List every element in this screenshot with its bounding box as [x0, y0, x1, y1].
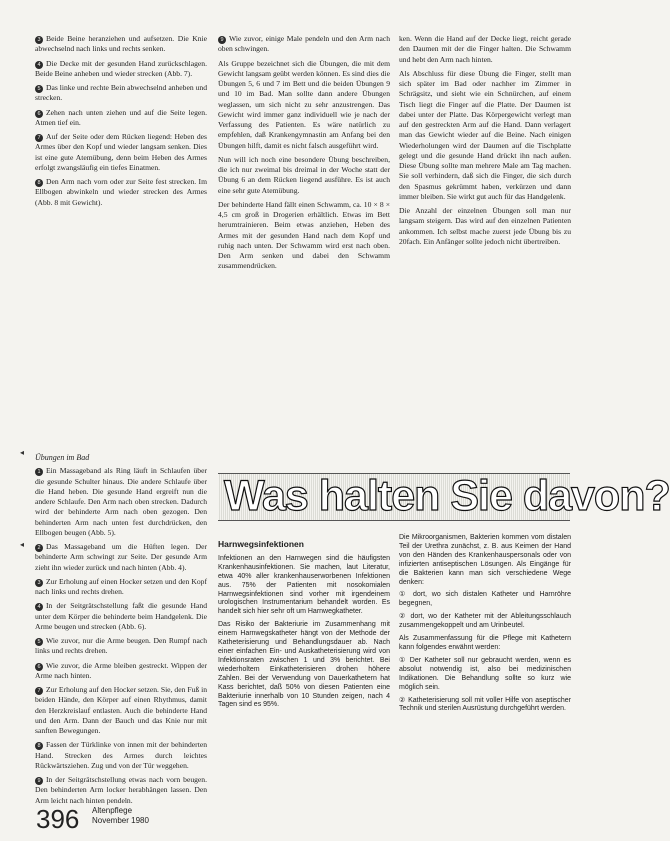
step-number-badge: 1	[35, 468, 43, 476]
paragraph-text: Der behinderte Hand fällt einen Schwamm, ca. 10 × 8 × 4,5 cm groß in Drogerien erhältlich. Etwas im Bett herumtrainieren. Beim etwas anziehen, Heben des Armes mit der gesunden Hand nach dem Kopf und ruhig nach unten. Der Schwamm wird erst nach oben. Den Arm senken und dabei den Schwamm zusammendrücken.	[218, 199, 390, 271]
step-number-badge: 4	[35, 61, 43, 69]
paragraph-text: Zehen nach unten ziehen und auf die Seite legen. Atmen tief ein.	[35, 107, 207, 127]
paragraph	[218, 200, 390, 272]
paragraph-text: Auf der Seite oder dem Rücken liegend: Heben des Armes über den Kopf und wieder langsam senken. Dies ist eine gute Atemübung, denn beim Heben des Armes erfolgt zwangsläufig ein tiefes Einatmen.	[35, 132, 207, 172]
paragraph	[35, 636, 207, 657]
paragraph-text: Den Arm nach vorn oder zur Seite fest strecken. Im Ellbogen abwinkeln und wieder strecken des Armes (Abb. 8 mit Gewicht).	[35, 177, 207, 207]
paragraph-text: Beide Beine heranziehen und aufsetzen. Die Knie abwechselnd nach links und rechts senken.	[35, 34, 207, 54]
banner-title: Was halten Sie davon?	[224, 472, 670, 520]
paragraph: ② Katheterisierung soll mit voller Hilfe von aseptischer Technik und sterilen Ausrüstung durchgeführt werden.	[399, 696, 571, 713]
paragraph	[35, 108, 207, 129]
step-number-badge: 8	[35, 179, 43, 187]
step-number-badge: 4	[35, 603, 43, 611]
paragraph	[218, 34, 390, 55]
paragraph-text: Zur Erholung auf den Hocker setzen. Sie, den Fuß in beiden Hände, den Körper auf einen Rhythmus, damit den Herzkreislauf entlasten. Auch die behinderte Hand und den Arm. Dann der Bauch und das Knie nur mit sanften Bewegungen.	[35, 685, 207, 735]
paragraph	[35, 740, 207, 771]
column-right-top	[399, 34, 571, 251]
subsection-heading: Übungen im Bad	[35, 453, 90, 462]
paragraph: ① Der Katheter soll nur gebraucht werden, wenn es absolut notwendig ist, also bei medizinischen Indikationen. Die Behandlung sollte so kurz wie möglich sein.	[399, 656, 571, 691]
headline-banner	[218, 472, 670, 521]
paragraph	[35, 601, 207, 632]
step-number-badge: 6	[35, 110, 43, 118]
column-right-bottom	[399, 534, 571, 718]
paragraph: Infektionen an den Harnwegen sind die häufigsten Krankenhausinfektionen. Sie machen, laut Literatur, etwa 40% aller krankenhauserworbenen Infektionen aus. 75% der Patienten mit nosokomialen Harnwegsinfektionen sind vorher mit irgendeinem urologischen Instrumentarium behandelt worden. Es handelt sich hier sehr oft um Harnwegkatheter.	[218, 554, 390, 616]
paragraph	[218, 155, 390, 196]
paragraph	[35, 177, 207, 208]
paragraph-text: Nun will ich noch eine besondere Übung beschreiben, die ich nur zweimal bis dreimal in der Woche statt der Übung 6 an dem Rücken liegend ausführe. Es ist auch eine sehr gute Atemübung.	[218, 154, 390, 195]
paragraph-text: Wie zuvor, die Arme bleiben gestreckt. Wippen der Arme nach hinten.	[35, 660, 207, 680]
margin-mark-icon: ◂	[20, 448, 25, 457]
step-number-badge: 7	[35, 687, 43, 695]
paragraph: Als Zusammenfassung für die Pflege mit Kathetern kann folgendes erwähnt werden:	[399, 635, 571, 651]
paragraph-text: Das Massageband um die Hüften legen. Der behinderte Arm schwingt zur Seite. Der gesunde Arm zieht ihn wieder zurück und nach hinten (Abb. 4).	[35, 542, 207, 572]
paragraph-text: Das linke und rechte Bein abwechselnd anheben und strecken.	[35, 83, 207, 103]
paragraph	[35, 577, 207, 598]
column-middle-bottom	[218, 540, 390, 714]
column-left-top	[35, 34, 207, 212]
magazine-name: Altenpflege	[92, 806, 133, 815]
paragraph	[35, 83, 207, 104]
paragraph-text: In der Seitgrätschstellung etwas nach vorn beugen. Den behinderten Arm locker herabhängen lassen. Den Arm leicht nach hinten pendeln.	[35, 775, 207, 805]
paragraph	[35, 775, 207, 806]
step-number-badge: 5	[35, 85, 43, 93]
paragraph	[35, 34, 207, 55]
paragraph-text: Die Decke mit der gesunden Hand zurückschlagen. Beide Beine anheben und wieder strecken (Abb. 7).	[35, 58, 207, 78]
paragraph-text: ken. Wenn die Hand auf der Decke liegt, reicht gerade den Daumen mit der die Finger halten. Die Schwamm und hebt den Arm nach hinten.	[399, 34, 571, 64]
paragraph-text: Wie zuvor, nur die Arme beugen. Den Rumpf nach links und rechts drehen.	[35, 636, 207, 656]
step-number-badge: 8	[35, 742, 43, 750]
paragraph	[35, 466, 207, 538]
step-number-badge: 9	[35, 777, 43, 785]
step-number-badge: 5	[35, 638, 43, 646]
paragraph	[35, 685, 207, 736]
step-number-badge: 7	[35, 134, 43, 142]
paragraph	[35, 132, 207, 173]
step-number-badge: 3	[35, 36, 43, 44]
step-number-badge: 6	[35, 663, 43, 671]
paragraph	[35, 542, 207, 573]
paragraph: ① dort, wo sich distalen Katheter und Harnröhre begegnen,	[399, 591, 571, 608]
paragraph-text: Zur Erholung auf einen Hocker setzen und den Kopf nach links und rechts drehen.	[35, 576, 207, 596]
paragraph	[218, 59, 390, 151]
issue-date: November 1980	[92, 816, 149, 825]
margin-mark-icon: ◂	[20, 540, 25, 549]
paragraph: Die Mikroorganismen, Bakterien kommen vom distalen Teil der Urethra zunächst, z. B. aus Keimen der Hand von den Händen des Krankenhauspersonals oder von infizierten antiseptischen Lösungen. Als Eingänge für die Bakterien kann man sich verschiedene Wege denken:	[399, 534, 571, 586]
paragraph	[35, 661, 207, 682]
paragraph-text: Ein Massageband als Ring läuft in Schlaufen über die gesunde Schulter hinaus. Die andere Schlaufe über die Hand heben. Die gesunde Hand ergreift nun die andere Schlaufe. Den Arm nach oben strecken. Dadurch wird der behinderte Arm nach oben gezogen. Den behinderten Arm nach unten fest durchdrücken, den Ellbogen beugen (Abb. 5).	[35, 466, 207, 537]
column-middle-top	[218, 34, 390, 276]
step-number-badge: 9	[218, 36, 226, 44]
paragraph	[399, 34, 571, 65]
paragraph-text: Wie zuvor, einige Male pendeln und den Arm nach oben schwingen.	[218, 34, 390, 54]
footer-publication	[92, 806, 149, 826]
section-heading: Harnwegsinfektionen	[218, 539, 304, 549]
step-number-badge: 2	[35, 544, 43, 552]
paragraph	[399, 69, 571, 202]
paragraph: ② dort, wo der Katheter mit der Ableitungsschlauch zusammengekoppelt und am Urinbeutel.	[399, 613, 571, 630]
page-number: 396	[36, 804, 80, 834]
paragraph: Das Risiko der Bakteriurie im Zusammenhang mit einem Harnwegskatheter hängt von der Methode der Katheterisierung und Behandlungsdauer ab. Nach einer einfachen Ein- und Auskatheterisierung wird von Infektionsraten zwischen 1 und 3% berichtet. Bei wiederholtem Einkatheterisieren drohen höhere Zahlen. Bei der Verwendung von Dauerkathetern hat Kass berichtet, daß 50% von diesen Patienten eine Bakteriurie innerhalb von 10 Stunden zeigen, nach 4 Tagen sind es 95%.	[218, 621, 390, 709]
paragraph-text: In der Seitgrätschstellung faßt die gesunde Hand unter dem Körper die behinderte beim Handgelenk. Die Arme beugen und strecken (Abb. 6).	[35, 601, 207, 631]
paragraph-text: Die Anzahl der einzelnen Übungen soll man nur langsam steigern. Das wird auf den einzelnen Patienten ankommen. Ich selbst mache zuerst jede Übung bis zu 20fach. Ein Anfänger sollte jedoch nicht übertreiben.	[399, 206, 571, 246]
paragraph-text: Fassen der Türklinke von innen mit der behinderten Hand. Strecken des Armes durch leichtes Rückwärtsziehen. Zug und von der Tür weggehen.	[35, 740, 207, 770]
paragraph	[35, 59, 207, 80]
column-left-bottom	[35, 447, 207, 810]
step-number-badge: 3	[35, 579, 43, 587]
paragraph-text: Als Abschluss für diese Übung die Finger, stellt man sich später im Bad oder nachher im Zimmer in Schrägsitz, und sieht wie ein Schnürchen, auf einem Tisch liegt die Finger auf die Platte. Der Daumen ist dabei unter der Platte. Das Körpergewicht verlegt man auf den gestreckten Arm auf die Hand. Dann verlagert man das Gewicht wieder auf die Beine. Nach einigen Wiederholungen wird der Daumen auf die Tischplatte gelegt und die gesunde Hand drückt ihn nach außen. Diese Übung sollte man mehrere Male am Tag machen. Sie soll verhindern, daß sich die Finger, die sich durch den Spasmus gekrümmt haben, verkürzen und dann immer bleiben. Sie wirkt gut auch für das Handgelenk.	[399, 68, 571, 201]
paragraph-text: Als Gruppe bezeichnet sich die Übungen, die mit dem Gewicht langsam geübt werden können. Es sind dies die Übungen 5, 6 und 7 im Bett und die beiden Übungen 9 und 10 im Bad. Man sollte dann andere Übungen weglassen, um sich nicht zu sehr anzustrengen. Das Gewicht wird immer ganz individuell wie je nach der Verfassung des Patienten. Es wäre natürlich zu empfehlen, daß Krankengymnastin am Anfang bei den Übungen hilft, damit es nicht falsch ausgeführt wird.	[218, 58, 390, 150]
paragraph	[399, 206, 571, 247]
